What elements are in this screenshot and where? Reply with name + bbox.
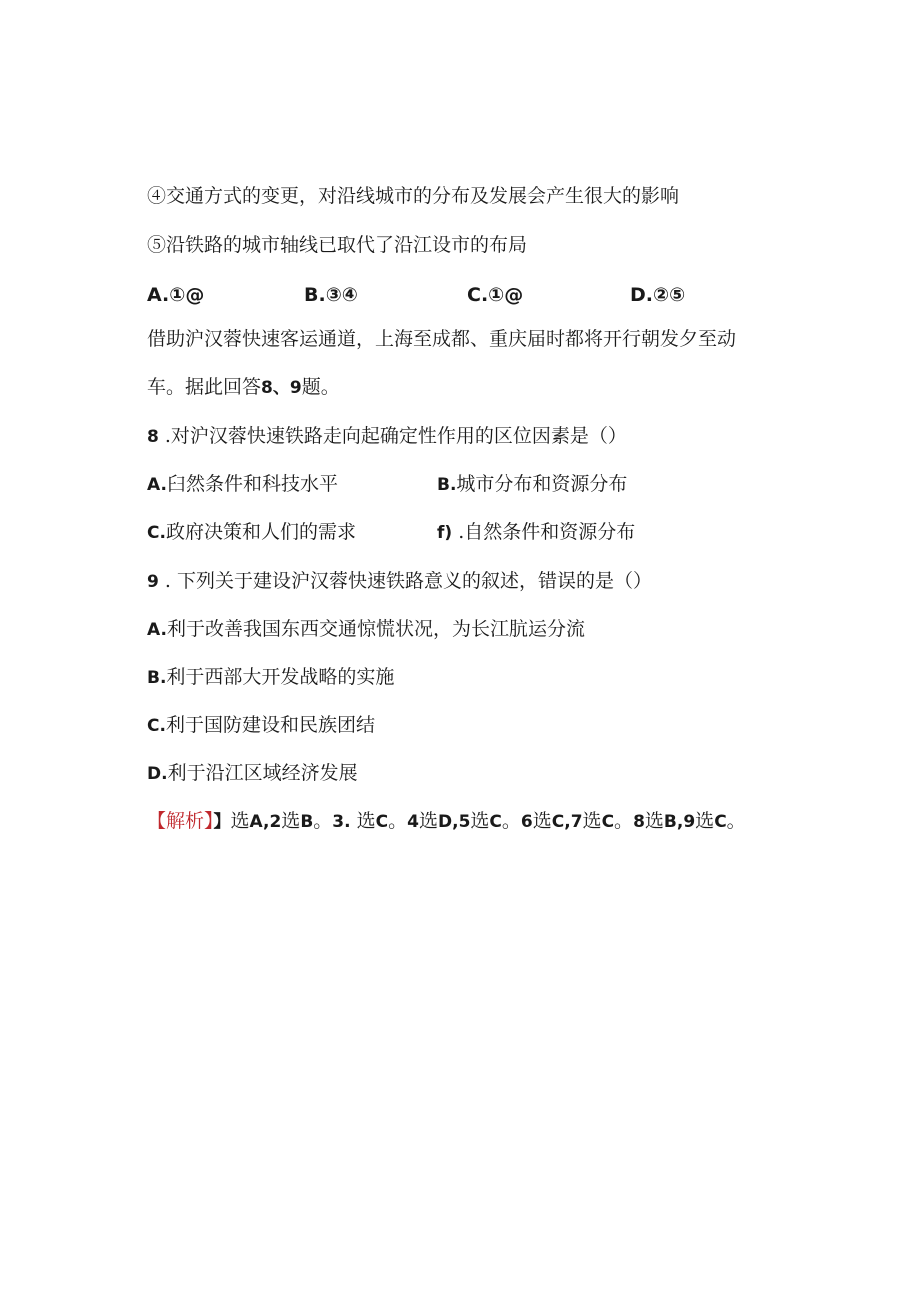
analysis-part: 。 <box>726 810 746 832</box>
analysis-part: 选 <box>532 810 552 832</box>
q9-option-a-label: A. <box>147 620 167 640</box>
analysis-part: 。 <box>388 810 408 832</box>
q9-text: . 下列关于建设沪汉蓉快速铁路意义的叙述，错误的是（） <box>158 570 652 592</box>
analysis <box>147 808 746 835</box>
q9-option-b-text: 利于西部大开发战略的实施 <box>166 666 395 688</box>
q9-option-c-label: C. <box>147 716 166 736</box>
analysis-part: C <box>714 812 727 832</box>
analysis-part: C <box>375 812 389 832</box>
q8-option-c-label: C. <box>147 523 166 543</box>
analysis-part: 6 <box>520 812 533 832</box>
q8-option-b-text: 城市分布和资源分布 <box>456 473 628 495</box>
q9-option-a <box>147 616 585 643</box>
analysis-part: 选 <box>418 810 438 832</box>
analysis-tag: 【解析】 <box>147 810 214 832</box>
analysis-part: 。 <box>313 810 333 832</box>
q9-option-d <box>147 760 358 787</box>
q9-option-d-text: 利于沿江区域经济发展 <box>167 762 358 784</box>
analysis-part: 。 <box>614 810 634 832</box>
statement-5: ⑤沿铁路的城市轴线已取代了沿江设市的布局 <box>147 234 528 256</box>
q9-option-c-text: 利于国防建设和民族团结 <box>165 714 375 736</box>
q7-option-a: A.①@ <box>147 284 205 306</box>
passage-line-2-pre: 车。据此回答 <box>147 376 262 398</box>
analysis-part: C <box>601 812 615 832</box>
analysis-part: D,5 <box>438 812 471 832</box>
q9-number: 9 <box>147 572 159 592</box>
passage-line-2 <box>147 374 340 401</box>
q8-text: .对沪汉蓉快速铁路走向起确定性作用的区位因素是（） <box>158 425 627 447</box>
analysis-part: 8 <box>633 812 645 832</box>
analysis-part: 选 <box>230 810 250 832</box>
analysis-part: C <box>489 812 502 832</box>
q9-option-b <box>147 664 394 691</box>
analysis-part: 选 <box>350 810 376 832</box>
analysis-part: 选 <box>281 810 301 832</box>
q8-option-d-text: .自然条件和资源分布 <box>452 521 636 543</box>
analysis-part: B,9 <box>663 812 696 832</box>
q8-option-a-text: 臼然条件和科技水平 <box>166 473 338 495</box>
analysis-part: 。 <box>501 810 521 832</box>
q8-option-c <box>147 519 356 546</box>
q8-option-d-label: f) <box>437 523 453 543</box>
q8-number: 8 <box>147 427 159 447</box>
analysis-part: 选 <box>470 810 490 832</box>
q9-option-c <box>147 712 375 739</box>
q8-option-a <box>147 471 338 498</box>
analysis-part: 选 <box>644 810 664 832</box>
q8-option-c-text: 政府决策和人们的需求 <box>165 521 356 543</box>
analysis-part: 4 <box>407 812 419 832</box>
passage-question-numbers: 8、9 <box>261 378 302 398</box>
analysis-part: 3. <box>332 812 351 832</box>
q8-option-b <box>437 471 627 498</box>
statement-4: ④交通方式的变更，对沿线城市的分布及发展会产生很大的影响 <box>147 185 680 207</box>
passage-line-2-post: 题。 <box>301 376 340 398</box>
q8-stem <box>147 423 627 450</box>
q9-option-a-text: 利于改善我国东西交通惊慌状况，为长江肮运分流 <box>166 618 585 640</box>
q7-option-b: B.③④ <box>304 284 358 306</box>
q9-option-b-label: B. <box>147 668 167 688</box>
analysis-part: B <box>300 812 314 832</box>
q8-option-b-label: B. <box>437 475 457 495</box>
analysis-answers <box>231 810 746 832</box>
q7-option-c: C.①@ <box>467 284 524 306</box>
analysis-part: 选 <box>582 810 602 832</box>
analysis-bracket: 】 <box>213 812 231 832</box>
analysis-part: 选 <box>695 810 715 832</box>
q8-option-a-label: A. <box>147 475 167 495</box>
q7-option-d: D.②⑤ <box>630 284 686 306</box>
passage-line-1: 借助沪汉蓉快速客运通道，上海至成都、重庆届时都将开行朝发夕至动 <box>147 328 737 350</box>
analysis-part: A,2 <box>249 812 282 832</box>
q9-option-d-label: D. <box>147 764 168 784</box>
analysis-part: C,7 <box>551 812 583 832</box>
q8-option-d <box>437 519 635 546</box>
q9-stem <box>147 568 652 595</box>
